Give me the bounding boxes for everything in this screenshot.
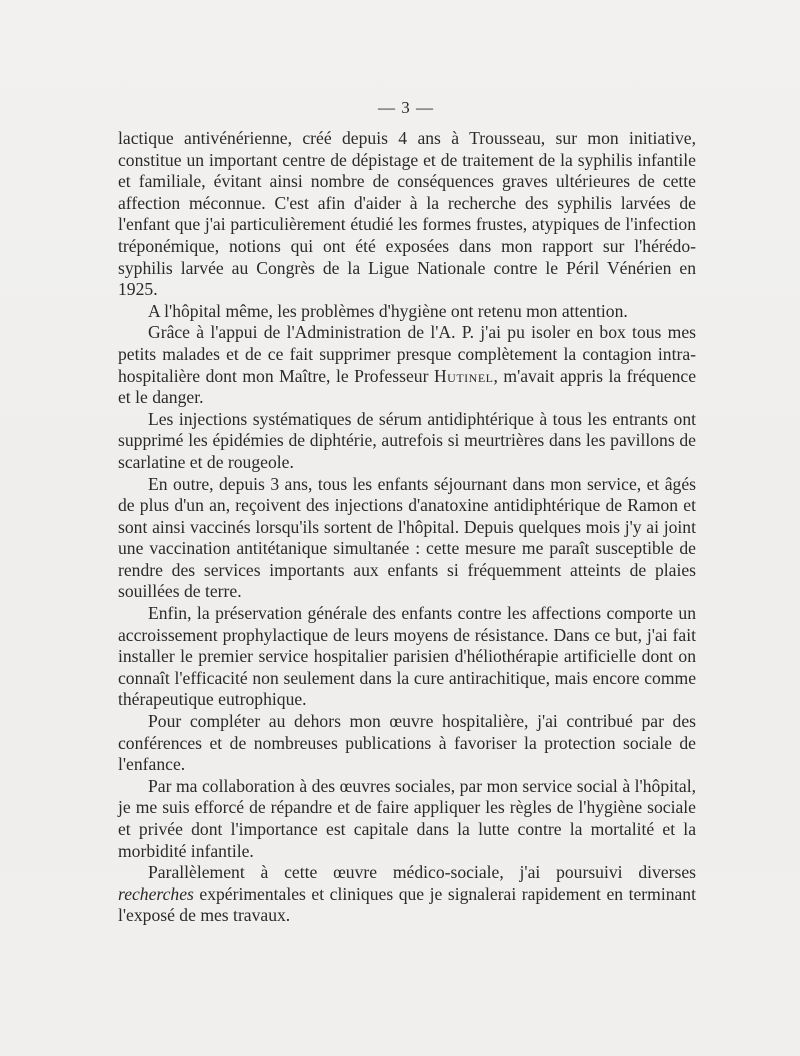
italic-recherches: recherches [118, 883, 194, 904]
paragraph-2: A l'hôpital même, les problèmes d'hygiène ont retenu mon attention. [148, 300, 628, 321]
paragraph-6: Enfin, la préservation générale des enfants contre les affections comporte un accroissement prophylactique de leurs moyens de résistance. Dans ce but, j'ai fait installer le premier service hospitalier parisien d'héliothérapie artificielle dont on connaît l'efficacité non seulement dans la cure antirachitique, mais encore comme thérapeutique eutrophique. [118, 603, 696, 710]
page-number: — 3 — [378, 98, 434, 117]
paragraph-9-text-start: Parallèlement à cette œuvre médico-sociale, j'ai poursuivi diverses [148, 862, 696, 883]
paragraph-1: lactique antivénérienne, créé depuis 4 ans à Trousseau, sur mon initiative, constitue un important centre de dépistage et de traitement de la syphilis infantile et familiale, évitant ainsi nombre de conséquences graves ultérieures de cette affection méconnue. C'est afin d'aider à la recherche des syphilis larvées de l'enfant que j'ai particulièrement étudié les formes frustes, atypiques de l'infection tréponémique, notions qui ont été exposées dans mon rapport sur l'hérédo-syphilis larvée au Congrès de la Ligue Nationale contre le Péril Vénérien en 1925. [118, 128, 696, 300]
paragraph-5: En outre, depuis 3 ans, tous les enfants séjournant dans mon service, et âgés de plus d'un an, reçoivent des injections d'anatoxine antidiphtérique de Ramon et sont ainsi vaccinés lorsqu'ils sortent de l'hôpital. Depuis quelques mois j'y ai joint une vaccination antitétanique simultanée : cette mesure me paraît susceptible de rendre des services importants aux enfants si fréquemment atteints de plaies souillées de terre. [118, 473, 696, 602]
paragraph-7: Pour compléter au dehors mon œuvre hospitalière, j'ai contribué par des conférences et de nombreuses publications à favoriser la protection sociale de l'enfance. [118, 711, 696, 775]
paragraph-3 [118, 322, 696, 408]
paragraph-4: Les injections systématiques de sérum antidiphtérique à tous les entrants ont supprimé les épidémies de diphtérie, autrefois si meurtrières dans les pavillons de scarlatine et de rougeole. [118, 408, 696, 472]
professor-name: Hutinel [433, 365, 494, 386]
paragraph-3-text-end: , m'avait appris la fréquence et le danger. [118, 365, 696, 408]
paragraph-3-text-start: Grâce à l'appui de l'Administration de l'A. P. j'ai pu isoler en box tous mes petits malades et de ce fait supprimer presque complètement la contagion intra-hospitalière dont mon Maître, le Professeur [118, 322, 696, 386]
body-text [118, 128, 696, 927]
paragraph-9-text-end: expérimentales et cliniques que je signalerai rapidement en terminant l'exposé de mes travaux. [118, 883, 696, 926]
paragraph-9 [118, 862, 696, 927]
paragraph-8: Par ma collaboration à des œuvres sociales, par mon service social à l'hôpital, je me suis efforcé de répandre et de faire appliquer les règles de l'hygiène sociale et privée dont l'importance est capitale dans la lutte contre la mortalité et la morbidité infantile. [118, 775, 696, 861]
